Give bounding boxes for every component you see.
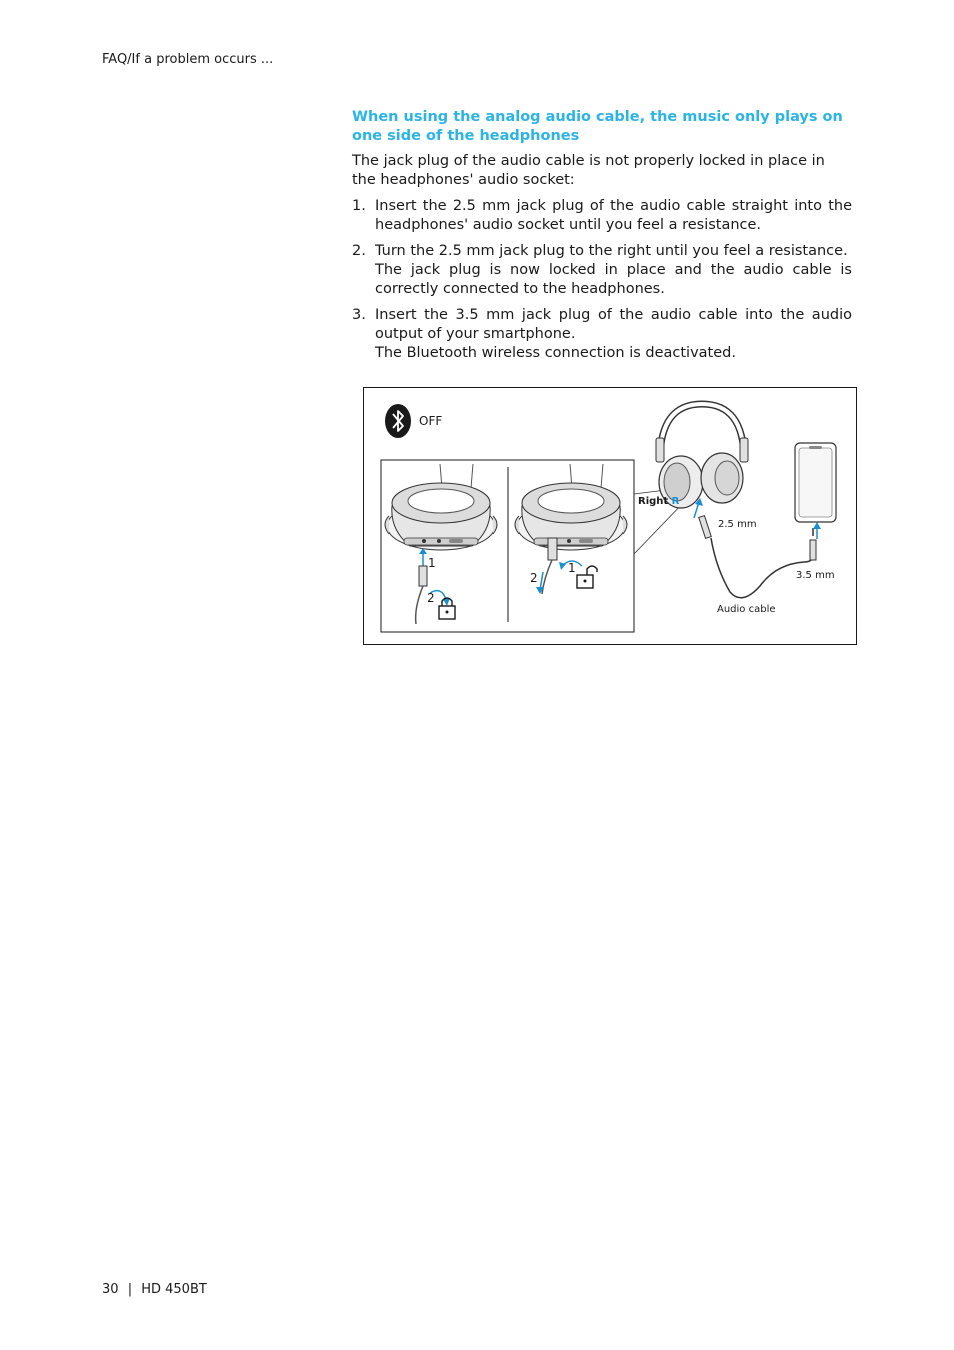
earcup-insert-illustration bbox=[385, 464, 497, 624]
jack-2-5mm-label: 2.5 mm bbox=[718, 519, 757, 530]
lock-open-icon bbox=[577, 566, 597, 588]
problem-heading: When using the analog audio cable, the music only plays on one side of the headphones bbox=[352, 109, 843, 144]
page-number: 30 bbox=[102, 1282, 119, 1297]
smartphone-illustration bbox=[795, 443, 836, 522]
step-1-marker: 1 bbox=[428, 556, 436, 570]
step-text bbox=[375, 306, 852, 363]
connection-illustration bbox=[363, 387, 857, 645]
bluetooth-status-label: OFF bbox=[419, 414, 443, 428]
step-1-marker: 1 bbox=[568, 561, 576, 575]
step-line: Turn the 2.5 mm jack plug to the right until you feel a resistance. bbox=[375, 243, 848, 259]
step-1 bbox=[352, 197, 852, 235]
step-2-marker: 2 bbox=[427, 591, 435, 605]
step-2-marker: 2 bbox=[530, 571, 538, 585]
audio-cable-label: Audio cable bbox=[717, 604, 776, 615]
jack-3-5mm-label: 3.5 mm bbox=[796, 570, 835, 581]
right-side-label: Right R bbox=[638, 496, 680, 507]
step-number: 3. bbox=[352, 307, 366, 323]
headphones-illustration bbox=[656, 404, 748, 508]
product-name: HD 450BT bbox=[141, 1282, 207, 1297]
step-2 bbox=[352, 242, 852, 299]
step-3 bbox=[352, 306, 852, 363]
step-text bbox=[375, 197, 852, 235]
step-line: Insert the 2.5 mm jack plug of the audio cable straight into the headphones' audio socket until you feel a resistance. bbox=[375, 198, 852, 233]
instruction-steps bbox=[352, 197, 852, 363]
bluetooth-icon bbox=[385, 404, 411, 438]
section-title: FAQ/If a problem occurs ... bbox=[102, 52, 274, 67]
step-number: 1. bbox=[352, 198, 366, 214]
footer-separator: | bbox=[127, 1282, 133, 1297]
page-footer bbox=[102, 1282, 207, 1297]
intro-paragraph: The jack plug of the audio cable is not properly locked in place in the headphones' audio socket: bbox=[352, 153, 825, 188]
running-header bbox=[102, 52, 273, 67]
step-result: The Bluetooth wireless connection is deactivated. bbox=[375, 345, 736, 361]
step-text bbox=[375, 242, 852, 299]
step-line: Insert the 3.5 mm jack plug of the audio cable into the audio output of your smartphone. bbox=[375, 307, 852, 342]
step-result: The jack plug is now locked in place and the audio cable is correctly connected to the headphones. bbox=[375, 262, 852, 297]
step-number: 2. bbox=[352, 243, 366, 259]
main-content bbox=[352, 108, 852, 370]
